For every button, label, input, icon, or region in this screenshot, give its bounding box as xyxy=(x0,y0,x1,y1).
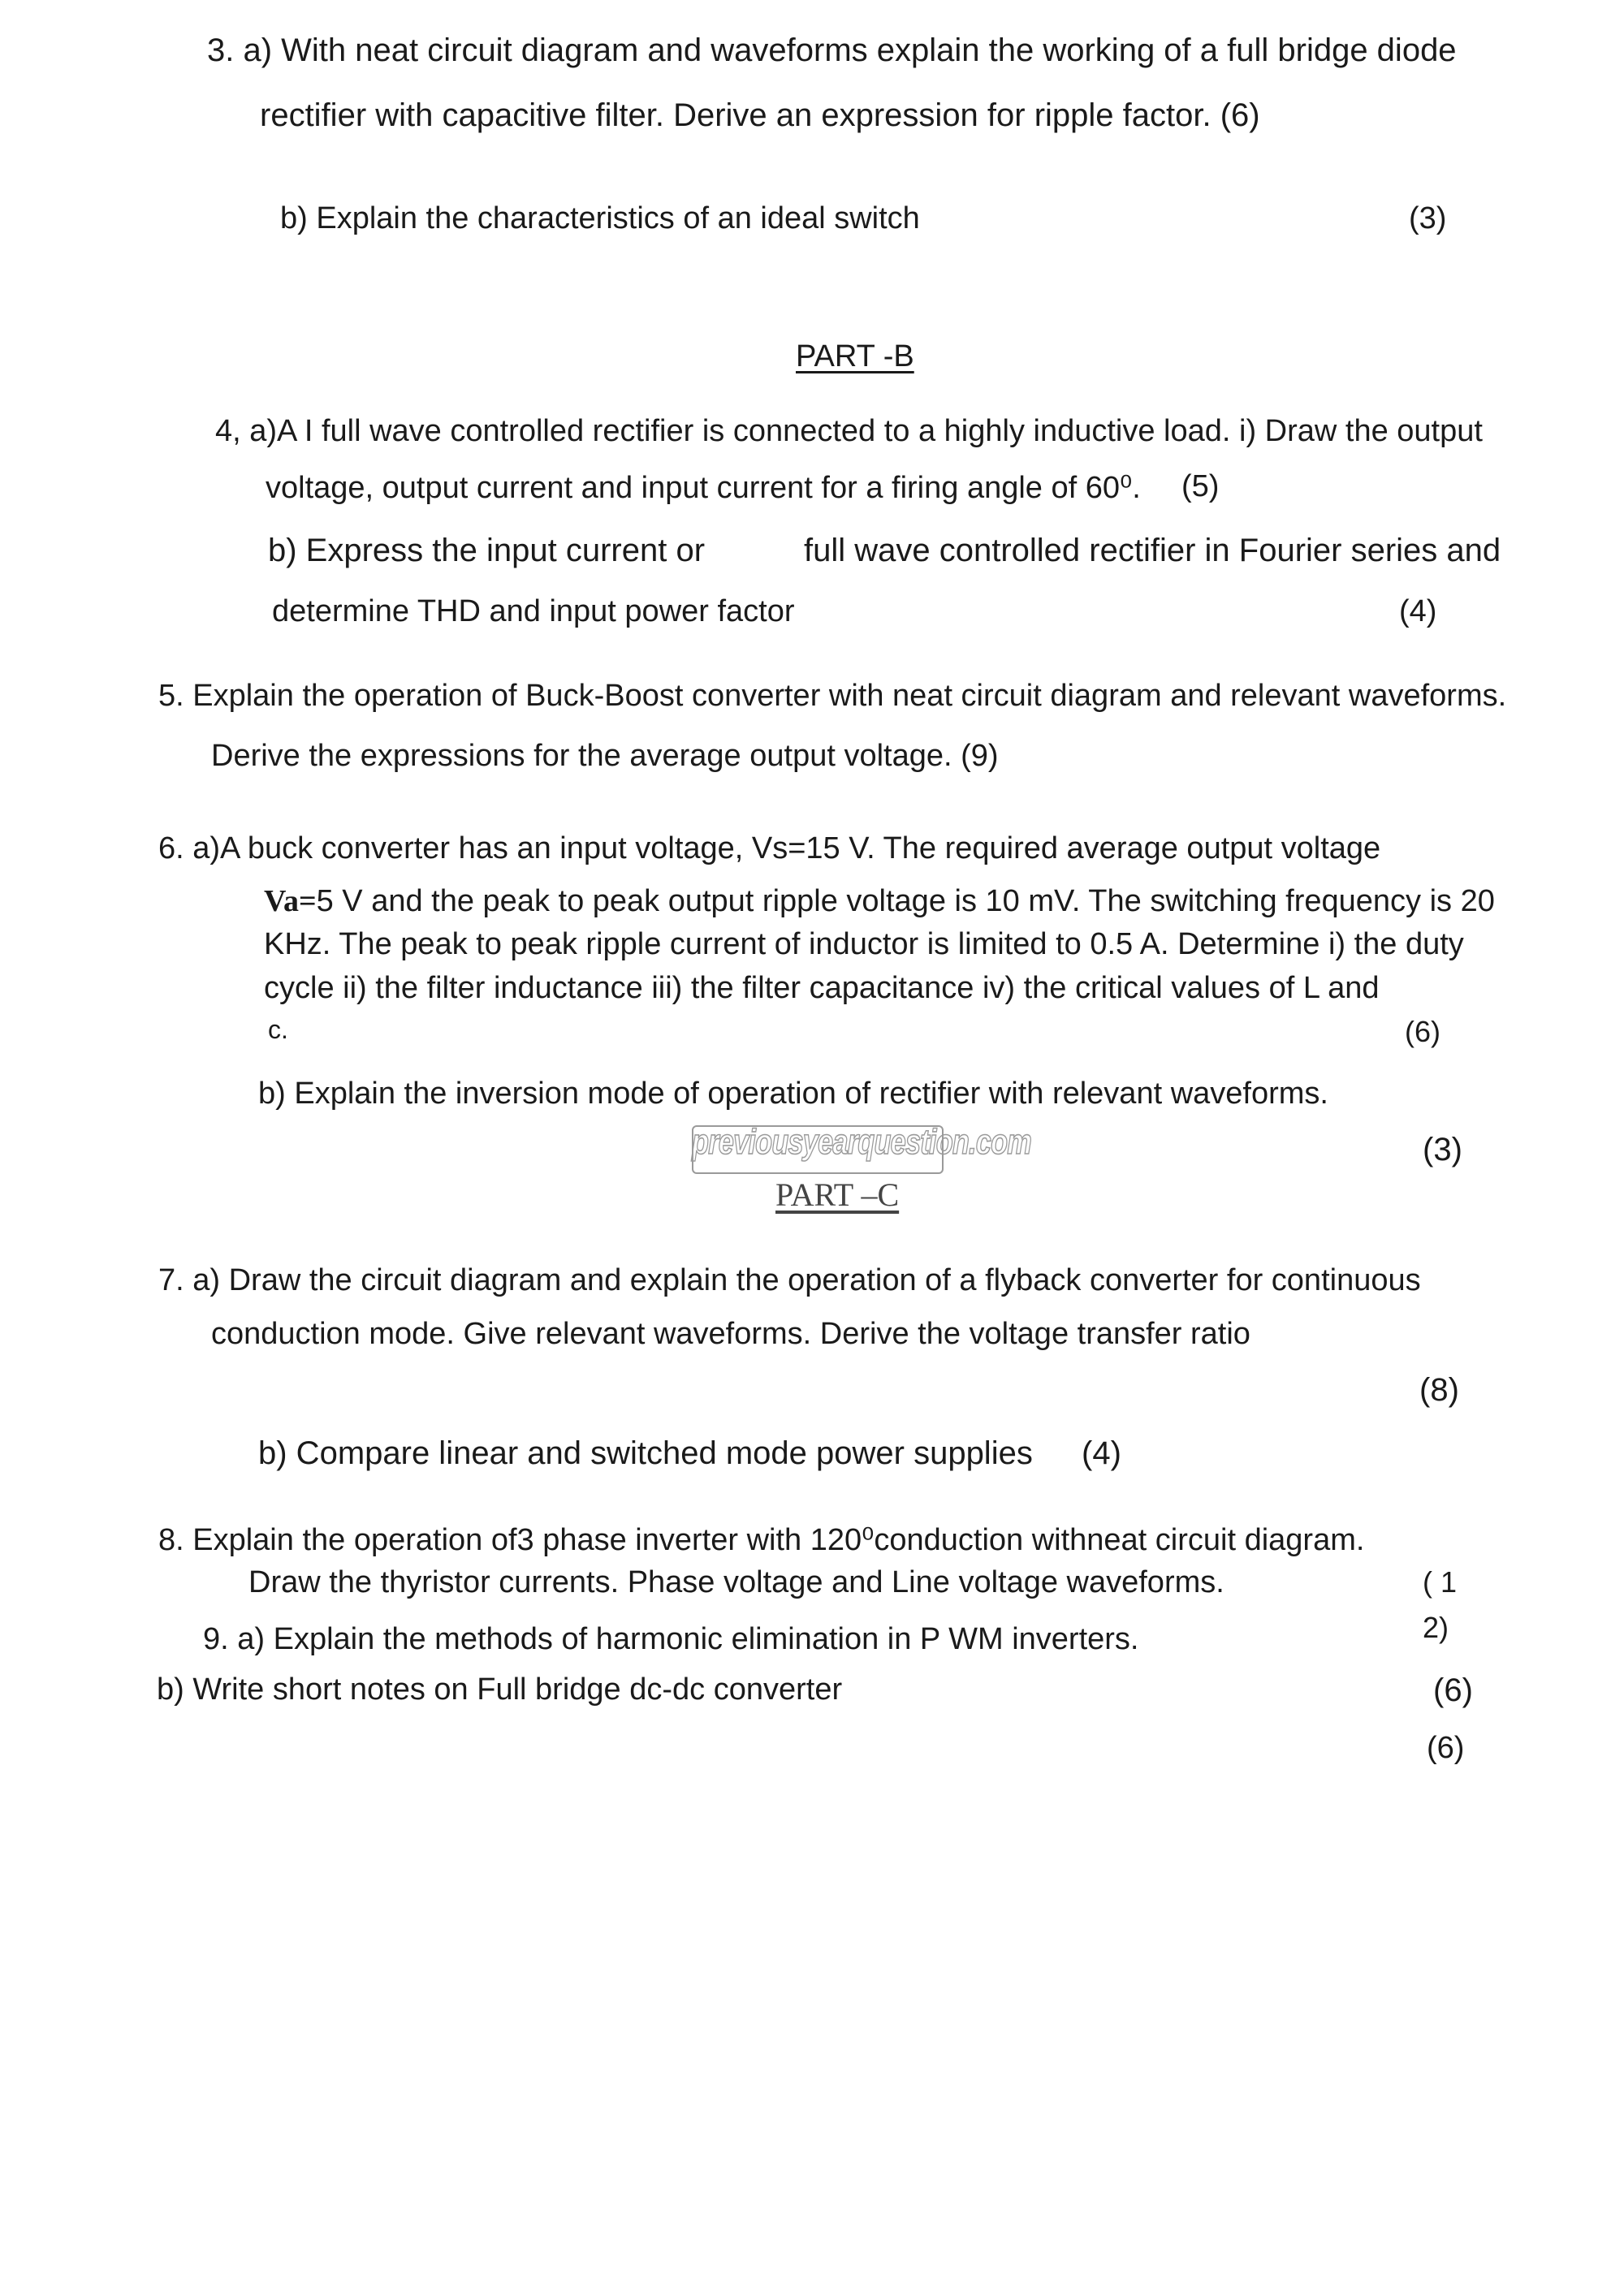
q9-a-text: 9. a) Explain the methods of harmonic elimination in P WM inverters. xyxy=(203,1622,1139,1656)
q6-a-marks: (6) xyxy=(1405,1015,1440,1048)
part-b-heading: PART -B xyxy=(796,339,914,373)
q7-a-line1: 7. a) Draw the circuit diagram and explain the operation of a flyback converter for continuous xyxy=(158,1263,1421,1297)
q6-a-line5: c. xyxy=(268,1015,288,1044)
q4-b-line1-right: full wave controlled rectifier in Fourier series and xyxy=(804,533,1501,568)
q6-a-line2 xyxy=(264,883,1495,919)
q6-b-marks: (3) xyxy=(1423,1132,1462,1167)
q7-a-marks: (8) xyxy=(1419,1372,1459,1408)
q3-b-marks: (3) xyxy=(1409,201,1447,235)
q6-a-line4: cycle ii) the filter inductance iii) the filter capacitance iv) the critical values of L and xyxy=(264,971,1380,1005)
q3-a-line2: rectifier with capacitive filter. Derive an expression for ripple factor. (6) xyxy=(260,97,1260,133)
q8-marks-part2: 2) xyxy=(1423,1611,1449,1644)
q4-b-line2: determine THD and input power factor xyxy=(272,594,795,628)
q4-b-marks: (4) xyxy=(1399,594,1437,628)
q9-a-marks: (6) xyxy=(1433,1672,1473,1708)
watermark-logo: previousyearquestion.com xyxy=(692,1122,1032,1162)
q5-line2: Derive the expressions for the average output voltage. (9) xyxy=(211,739,999,773)
q4-a-line1: 4, a)A I full wave controlled rectifier is connected to a highly inductive load. i) Draw the output xyxy=(215,414,1483,448)
q3-a-line1: 3. a) With neat circuit diagram and waveforms explain the working of a full bridge diode xyxy=(207,32,1457,68)
q4-a-marks: (5) xyxy=(1181,469,1220,503)
q9-b-text: b) Write short notes on Full bridge dc-dc converter xyxy=(157,1672,843,1707)
q8-line1: 8. Explain the operation of3 phase inverter with 120⁰conduction withneat circuit diagram. xyxy=(158,1523,1365,1557)
q7-b-marks: (4) xyxy=(1082,1435,1121,1471)
q5-line1: 5. Explain the operation of Buck-Boost converter with neat circuit diagram and relevant waveforms. xyxy=(158,679,1507,713)
q7-a-line2: conduction mode. Give relevant waveforms. Derive the voltage transfer ratio xyxy=(211,1317,1250,1351)
q6-a-line2-rest: 5 V and the peak to peak output ripple voltage is 10 mV. The switching frequency is 20 xyxy=(316,884,1495,918)
q8-line2: Draw the thyristor currents. Phase voltage and Line voltage waveforms. xyxy=(248,1565,1224,1599)
q6-va-symbol: Va= xyxy=(264,884,317,918)
q4-a-line2: voltage, output current and input current for a firing angle of 60⁰. xyxy=(266,471,1141,505)
q9-b-marks: (6) xyxy=(1427,1731,1465,1765)
q3-b-text: b) Explain the characteristics of an ideal switch xyxy=(280,201,920,235)
q6-a-line1: 6. a)A buck converter has an input voltage, Vs=15 V. The required average output voltage xyxy=(158,831,1381,865)
q6-a-line3: KHz. The peak to peak ripple current of inductor is limited to 0.5 A. Determine i) the duty xyxy=(264,927,1464,961)
part-c-heading: PART –C xyxy=(775,1176,900,1213)
q4-b-line1-left: b) Express the input current or xyxy=(268,533,706,568)
q7-b-text: b) Compare linear and switched mode power supplies xyxy=(258,1435,1033,1471)
q8-marks-part1: ( 1 xyxy=(1423,1565,1458,1599)
q6-b-text: b) Explain the inversion mode of operation of rectifier with relevant waveforms. xyxy=(258,1077,1328,1111)
